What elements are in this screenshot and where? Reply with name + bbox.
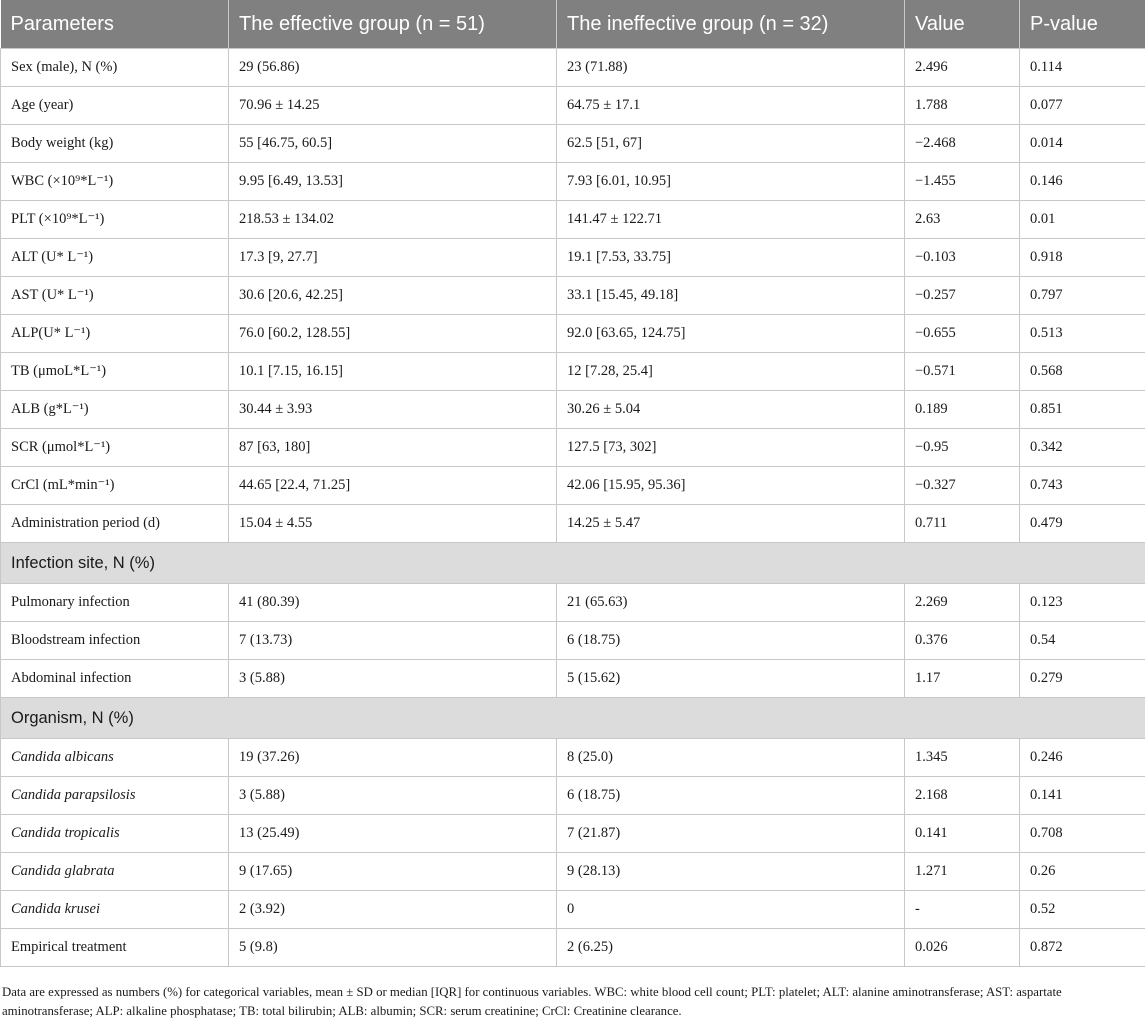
value-cell: −0.103 xyxy=(905,239,1020,277)
ineffective-group-cell: 14.25 ± 5.47 xyxy=(557,505,905,543)
effective-group-cell: 19 (37.26) xyxy=(229,739,557,777)
p-value-cell: 0.568 xyxy=(1020,353,1145,391)
value-cell: −1.455 xyxy=(905,163,1020,201)
section-header-row xyxy=(1,698,1145,739)
value-cell: −0.571 xyxy=(905,353,1020,391)
effective-group-cell: 13 (25.49) xyxy=(229,815,557,853)
table-row xyxy=(1,353,1145,391)
parameter-cell: Candida tropicalis xyxy=(1,815,229,853)
table-row xyxy=(1,201,1145,239)
table-row xyxy=(1,277,1145,315)
parameter-cell: Candida glabrata xyxy=(1,853,229,891)
value-cell: −2.468 xyxy=(905,125,1020,163)
parameter-cell: Empirical treatment xyxy=(1,929,229,967)
table-row xyxy=(1,891,1145,929)
value-cell: 0.376 xyxy=(905,622,1020,660)
header-ineffective-group: The ineffective group (n = 32) xyxy=(557,0,905,49)
parameter-cell: Age (year) xyxy=(1,87,229,125)
p-value-cell: 0.797 xyxy=(1020,277,1145,315)
p-value-cell: 0.872 xyxy=(1020,929,1145,967)
ineffective-group-cell: 64.75 ± 17.1 xyxy=(557,87,905,125)
effective-group-cell: 10.1 [7.15, 16.15] xyxy=(229,353,557,391)
parameter-cell: WBC (×10⁹*L⁻¹) xyxy=(1,163,229,201)
parameter-cell: Candida albicans xyxy=(1,739,229,777)
value-cell: 1.271 xyxy=(905,853,1020,891)
effective-group-cell: 76.0 [60.2, 128.55] xyxy=(229,315,557,353)
effective-group-cell: 5 (9.8) xyxy=(229,929,557,967)
effective-group-cell: 29 (56.86) xyxy=(229,49,557,87)
effective-group-cell: 44.65 [22.4, 71.25] xyxy=(229,467,557,505)
value-cell: −0.257 xyxy=(905,277,1020,315)
table-row xyxy=(1,125,1145,163)
p-value-cell: 0.342 xyxy=(1020,429,1145,467)
value-cell: −0.655 xyxy=(905,315,1020,353)
table-row xyxy=(1,163,1145,201)
ineffective-group-cell: 19.1 [7.53, 33.75] xyxy=(557,239,905,277)
ineffective-group-cell: 6 (18.75) xyxy=(557,777,905,815)
table-row xyxy=(1,815,1145,853)
ineffective-group-cell: 141.47 ± 122.71 xyxy=(557,201,905,239)
effective-group-cell: 41 (80.39) xyxy=(229,584,557,622)
value-cell: 0.189 xyxy=(905,391,1020,429)
ineffective-group-cell: 0 xyxy=(557,891,905,929)
parameter-cell: CrCl (mL*min⁻¹) xyxy=(1,467,229,505)
parameter-cell: Candida krusei xyxy=(1,891,229,929)
value-cell: 2.496 xyxy=(905,49,1020,87)
ineffective-group-cell: 5 (15.62) xyxy=(557,660,905,698)
ineffective-group-cell: 30.26 ± 5.04 xyxy=(557,391,905,429)
effective-group-cell: 15.04 ± 4.55 xyxy=(229,505,557,543)
table-row xyxy=(1,49,1145,87)
effective-group-cell: 70.96 ± 14.25 xyxy=(229,87,557,125)
table-row xyxy=(1,929,1145,967)
value-cell: 1.345 xyxy=(905,739,1020,777)
p-value-cell: 0.077 xyxy=(1020,87,1145,125)
effective-group-cell: 218.53 ± 134.02 xyxy=(229,201,557,239)
p-value-cell: 0.26 xyxy=(1020,853,1145,891)
ineffective-group-cell: 92.0 [63.65, 124.75] xyxy=(557,315,905,353)
value-cell: 0.141 xyxy=(905,815,1020,853)
value-cell: 1.17 xyxy=(905,660,1020,698)
value-cell: 1.788 xyxy=(905,87,1020,125)
header-p-value: P-value xyxy=(1020,0,1145,49)
parameter-cell: Abdominal infection xyxy=(1,660,229,698)
parameter-cell: Pulmonary infection xyxy=(1,584,229,622)
p-value-cell: 0.54 xyxy=(1020,622,1145,660)
p-value-cell: 0.246 xyxy=(1020,739,1145,777)
p-value-cell: 0.141 xyxy=(1020,777,1145,815)
p-value-cell: 0.918 xyxy=(1020,239,1145,277)
table-row xyxy=(1,315,1145,353)
effective-group-cell: 17.3 [9, 27.7] xyxy=(229,239,557,277)
header-parameters: Parameters xyxy=(1,0,229,49)
table-row xyxy=(1,584,1145,622)
ineffective-group-cell: 7.93 [6.01, 10.95] xyxy=(557,163,905,201)
p-value-cell: 0.513 xyxy=(1020,315,1145,353)
ineffective-group-cell: 23 (71.88) xyxy=(557,49,905,87)
section-label: Organism, N (%) xyxy=(1,698,1145,739)
ineffective-group-cell: 62.5 [51, 67] xyxy=(557,125,905,163)
p-value-cell: 0.851 xyxy=(1020,391,1145,429)
value-cell: 2.168 xyxy=(905,777,1020,815)
p-value-cell: 0.52 xyxy=(1020,891,1145,929)
ineffective-group-cell: 127.5 [73, 302] xyxy=(557,429,905,467)
table-body xyxy=(1,49,1145,967)
parameter-cell: AST (U* L⁻¹) xyxy=(1,277,229,315)
section-label: Infection site, N (%) xyxy=(1,543,1145,584)
value-cell: −0.95 xyxy=(905,429,1020,467)
p-value-cell: 0.708 xyxy=(1020,815,1145,853)
parameter-cell: Bloodstream infection xyxy=(1,622,229,660)
table-row xyxy=(1,660,1145,698)
p-value-cell: 0.014 xyxy=(1020,125,1145,163)
effective-group-cell: 55 [46.75, 60.5] xyxy=(229,125,557,163)
value-cell: 2.269 xyxy=(905,584,1020,622)
table-row xyxy=(1,777,1145,815)
p-value-cell: 0.479 xyxy=(1020,505,1145,543)
table-row xyxy=(1,391,1145,429)
ineffective-group-cell: 21 (65.63) xyxy=(557,584,905,622)
p-value-cell: 0.146 xyxy=(1020,163,1145,201)
effective-group-cell: 3 (5.88) xyxy=(229,777,557,815)
p-value-cell: 0.279 xyxy=(1020,660,1145,698)
table-row xyxy=(1,853,1145,891)
value-cell: 0.026 xyxy=(905,929,1020,967)
table-row xyxy=(1,239,1145,277)
p-value-cell: 0.01 xyxy=(1020,201,1145,239)
effective-group-cell: 9 (17.65) xyxy=(229,853,557,891)
value-cell: 2.63 xyxy=(905,201,1020,239)
effective-group-cell: 3 (5.88) xyxy=(229,660,557,698)
p-value-cell: 0.123 xyxy=(1020,584,1145,622)
effective-group-cell: 7 (13.73) xyxy=(229,622,557,660)
parameter-cell: ALT (U* L⁻¹) xyxy=(1,239,229,277)
parameter-cell: ALP(U* L⁻¹) xyxy=(1,315,229,353)
header-effective-group: The effective group (n = 51) xyxy=(229,0,557,49)
p-value-cell: 0.114 xyxy=(1020,49,1145,87)
effective-group-cell: 30.44 ± 3.93 xyxy=(229,391,557,429)
ineffective-group-cell: 6 (18.75) xyxy=(557,622,905,660)
effective-group-cell: 30.6 [20.6, 42.25] xyxy=(229,277,557,315)
parameter-cell: TB (μmoL*L⁻¹) xyxy=(1,353,229,391)
parameter-cell: Sex (male), N (%) xyxy=(1,49,229,87)
parameter-cell: Candida parapsilosis xyxy=(1,777,229,815)
parameter-cell: ALB (g*L⁻¹) xyxy=(1,391,229,429)
value-cell: 0.711 xyxy=(905,505,1020,543)
table-row xyxy=(1,429,1145,467)
parameter-cell: SCR (μmol*L⁻¹) xyxy=(1,429,229,467)
table-footnote: Data are expressed as numbers (%) for categorical variables, mean ± SD or median [IQR] for continuous variables. WBC: white blood cell count; PLT: platelet; ALT: alanine aminotransferase; AST: aspartate aminotransferase; ALP: alkaline phosphatase; TB: total bilirubin; ALB: albumin; SCR: serum creatinine; CrCl: Creatinine clearance. xyxy=(2,985,1062,1018)
ineffective-group-cell: 42.06 [15.95, 95.36] xyxy=(557,467,905,505)
header-row xyxy=(1,0,1145,49)
effective-group-cell: 2 (3.92) xyxy=(229,891,557,929)
effective-group-cell: 9.95 [6.49, 13.53] xyxy=(229,163,557,201)
value-cell: - xyxy=(905,891,1020,929)
p-value-cell: 0.743 xyxy=(1020,467,1145,505)
effective-group-cell: 87 [63, 180] xyxy=(229,429,557,467)
table-row xyxy=(1,505,1145,543)
parameter-cell: PLT (×10⁹*L⁻¹) xyxy=(1,201,229,239)
ineffective-group-cell: 9 (28.13) xyxy=(557,853,905,891)
value-cell: −0.327 xyxy=(905,467,1020,505)
parameter-cell: Body weight (kg) xyxy=(1,125,229,163)
ineffective-group-cell: 8 (25.0) xyxy=(557,739,905,777)
table-row xyxy=(1,467,1145,505)
ineffective-group-cell: 7 (21.87) xyxy=(557,815,905,853)
table-row xyxy=(1,622,1145,660)
header-value: Value xyxy=(905,0,1020,49)
section-header-row xyxy=(1,543,1145,584)
ineffective-group-cell: 2 (6.25) xyxy=(557,929,905,967)
table-row xyxy=(1,87,1145,125)
table-row xyxy=(1,739,1145,777)
ineffective-group-cell: 33.1 [15.45, 49.18] xyxy=(557,277,905,315)
ineffective-group-cell: 12 [7.28, 25.4] xyxy=(557,353,905,391)
parameter-cell: Administration period (d) xyxy=(1,505,229,543)
